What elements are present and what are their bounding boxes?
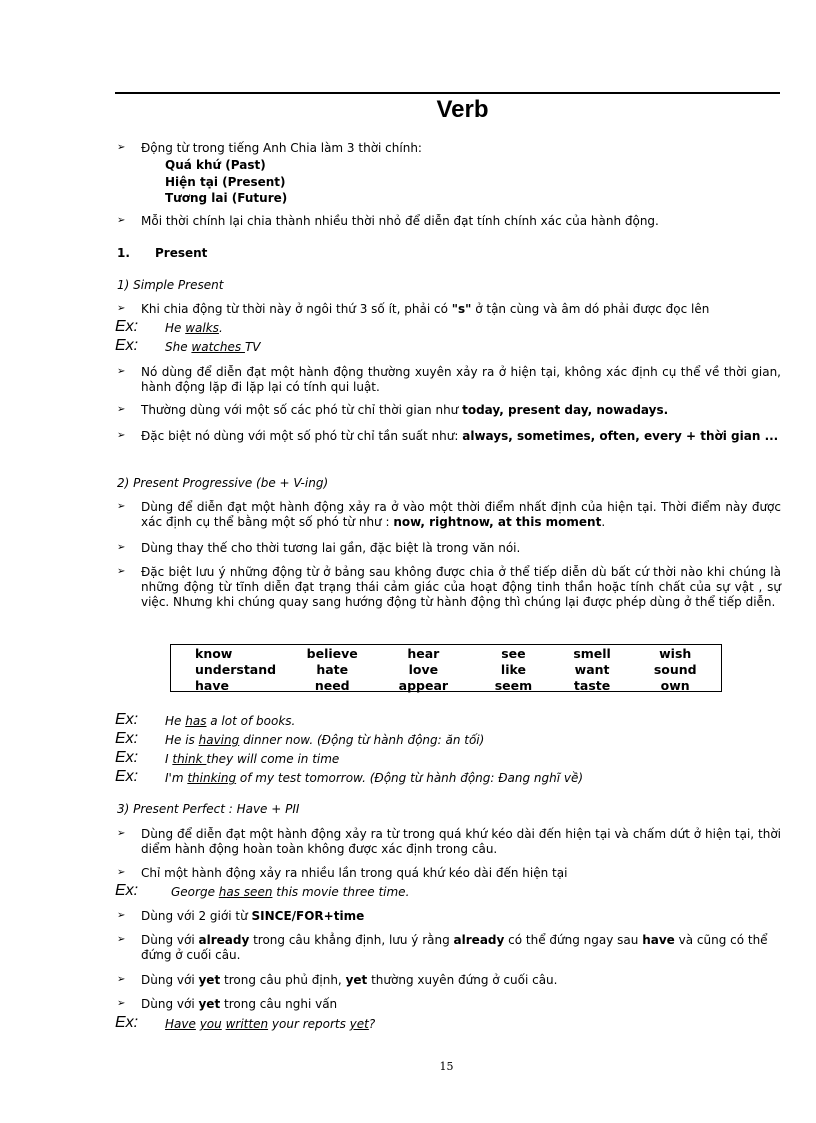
pf-bullet-1: Dùng để diễn đạt một hành động xảy ra từ trong quá khứ kéo dài đến hiện tại và chấm dứt ở hiện tại, thời diểm hành động hoàn toàn không được xác định trong câu. bbox=[141, 827, 781, 856]
sp-bullet-2: Nó dùng để diễn đạt một hành động thường xuyên xảy ra ở hiện tại, không xác định cụ thể về thời gian, hành động lặp đi lặp lại có tính qui luật. bbox=[141, 365, 781, 394]
bullet-icon: ➢ bbox=[117, 974, 126, 985]
intro-bullet-1: Động từ trong tiếng Anh Chia làm 3 thời chính: bbox=[141, 141, 422, 155]
bullet-icon: ➢ bbox=[117, 366, 126, 377]
subheading-present-progressive: 2) Present Progressive (be + V-ing) bbox=[117, 476, 329, 490]
section-title: Present bbox=[155, 246, 208, 260]
table-row bbox=[195, 661, 721, 677]
example-label: Ex: bbox=[115, 711, 139, 728]
bullet-icon: ➢ bbox=[117, 998, 126, 1009]
pf-example-1: George has seen this movie three time. bbox=[171, 885, 410, 899]
subheading-present-perfect: 3) Present Perfect : Have + PII bbox=[117, 802, 300, 816]
example-label: Ex: bbox=[115, 337, 139, 354]
example-label: Ex: bbox=[115, 749, 139, 766]
bullet-icon: ➢ bbox=[117, 566, 126, 577]
pp-bullet-3: Đặc biệt lưu ý những động từ ở bảng sau không được chia ở thể tiếp diễn dù bất cứ thời nào khi chúng là những động từ tĩnh diễn đạt trạng thái cảm giác của hoạt động tinh thần hoặc tính chất của sự vật , sự việc. Nhưng khi chúng quay sang hướng động từ hành động thì chúng lại được phép dùng ở thể tiếp diễn. bbox=[141, 565, 781, 609]
example-label: Ex: bbox=[115, 882, 139, 899]
section-number: 1. bbox=[117, 246, 130, 260]
bullet-icon: ➢ bbox=[117, 867, 126, 878]
pf-example-2: Have you written your reports yet? bbox=[165, 1017, 376, 1031]
bullet-icon: ➢ bbox=[117, 303, 126, 314]
top-rule bbox=[115, 92, 780, 94]
bullet-icon: ➢ bbox=[117, 142, 126, 153]
table-cell: appear bbox=[398, 677, 449, 693]
pp-example-2: He is having dinner now. (Động từ hành động: ăn tối) bbox=[165, 733, 485, 747]
tense-present: Hiện tại (Present) bbox=[165, 174, 286, 189]
pf-bullet-4: Dùng với already trong câu khẳng định, lưu ý rằng already có thể đứng ngay sau have và cũng có thể đứng ở cuối câu. bbox=[141, 933, 768, 962]
page-number: 15 bbox=[439, 1060, 454, 1073]
pp-example-1: He has a lot of books. bbox=[165, 714, 296, 728]
sp-bullet-4: Đặc biệt nó dùng với một số phó từ chỉ tần suất như: always, sometimes, often, every + thời gian ... bbox=[141, 429, 779, 443]
sp-example-1: He walks. bbox=[165, 321, 223, 335]
subheading-simple-present: 1) Simple Present bbox=[117, 278, 224, 292]
pp-example-4: I'm thinking of my test tomorrow. (Động từ hành động: Đang nghĩ về) bbox=[165, 771, 584, 785]
pp-bullet-1: Dùng để diễn đạt một hành động xảy ra ở vào một thời điểm nhất định của hiện tại. Thời điểm này được xác định cụ thể bằng một số phó từ như : now, rightnow, at this moment. bbox=[141, 500, 781, 529]
bullet-icon: ➢ bbox=[117, 542, 126, 553]
table-cell: sound bbox=[653, 661, 697, 677]
bullet-icon: ➢ bbox=[117, 910, 126, 921]
table-cell: have bbox=[195, 677, 229, 693]
bullet-icon: ➢ bbox=[117, 934, 126, 945]
table-cell: need bbox=[314, 677, 350, 693]
table-row bbox=[195, 677, 721, 693]
bullet-icon: ➢ bbox=[117, 501, 126, 512]
bullet-icon: ➢ bbox=[117, 215, 126, 226]
example-label: Ex: bbox=[115, 730, 139, 747]
table-cell: taste bbox=[573, 677, 611, 693]
sp-example-2: She watches TV bbox=[165, 340, 261, 354]
bullet-icon: ➢ bbox=[117, 828, 126, 839]
table-row bbox=[195, 645, 721, 661]
example-label: Ex: bbox=[115, 318, 139, 335]
table-cell: seem bbox=[494, 677, 533, 693]
intro-bullet-2: Mỗi thời chính lại chia thành nhiều thời nhỏ để diễn đạt tính chính xác của hành động. bbox=[141, 214, 659, 228]
stative-verbs-table bbox=[170, 644, 722, 692]
example-label: Ex: bbox=[115, 1014, 139, 1031]
page-title: Verb bbox=[436, 96, 489, 123]
table-cell: own bbox=[660, 677, 690, 693]
tense-future: Tương lai (Future) bbox=[165, 191, 288, 205]
table-cell: hear bbox=[407, 645, 440, 661]
example-label: Ex: bbox=[115, 768, 139, 785]
table-cell: hate bbox=[316, 661, 349, 677]
tense-past: Quá khứ (Past) bbox=[165, 158, 266, 172]
pf-bullet-2: Chỉ một hành động xảy ra nhiều lần trong quá khứ kéo dài đến hiện tại bbox=[141, 866, 568, 880]
table-cell: love bbox=[408, 661, 439, 677]
table-cell: understand bbox=[195, 661, 277, 677]
table-cell: like bbox=[500, 661, 526, 677]
sp-bullet-1: Khi chia động từ thời này ở ngôi thứ 3 số ít, phải có "s" ở tận cùng và âm dó phải được đọc lên bbox=[141, 302, 710, 316]
table-cell: see bbox=[501, 645, 526, 661]
pf-bullet-5: Dùng với yet trong câu phủ định, yet thường xuyên đứng ở cuối câu. bbox=[141, 973, 558, 987]
table-cell: believe bbox=[306, 645, 358, 661]
pf-bullet-3: Dùng với 2 giới từ SINCE/FOR+time bbox=[141, 909, 365, 923]
table-cell: smell bbox=[573, 645, 611, 661]
bullet-icon: ➢ bbox=[117, 430, 126, 441]
pf-bullet-6: Dùng với yet trong câu nghi vấn bbox=[141, 997, 338, 1011]
table-cell: wish bbox=[659, 645, 692, 661]
pp-example-3: I think they will come in time bbox=[165, 752, 340, 766]
table-cell: want bbox=[574, 661, 610, 677]
tense-list bbox=[165, 157, 287, 207]
bullet-icon: ➢ bbox=[117, 404, 126, 415]
sp-bullet-3: Thường dùng với một số các phó từ chỉ thời gian như today, present day, nowadays. bbox=[141, 403, 669, 417]
table-cell: know bbox=[195, 645, 233, 661]
pp-bullet-2: Dùng thay thế cho thời tương lai gần, đặc biệt là trong văn nói. bbox=[141, 541, 521, 555]
